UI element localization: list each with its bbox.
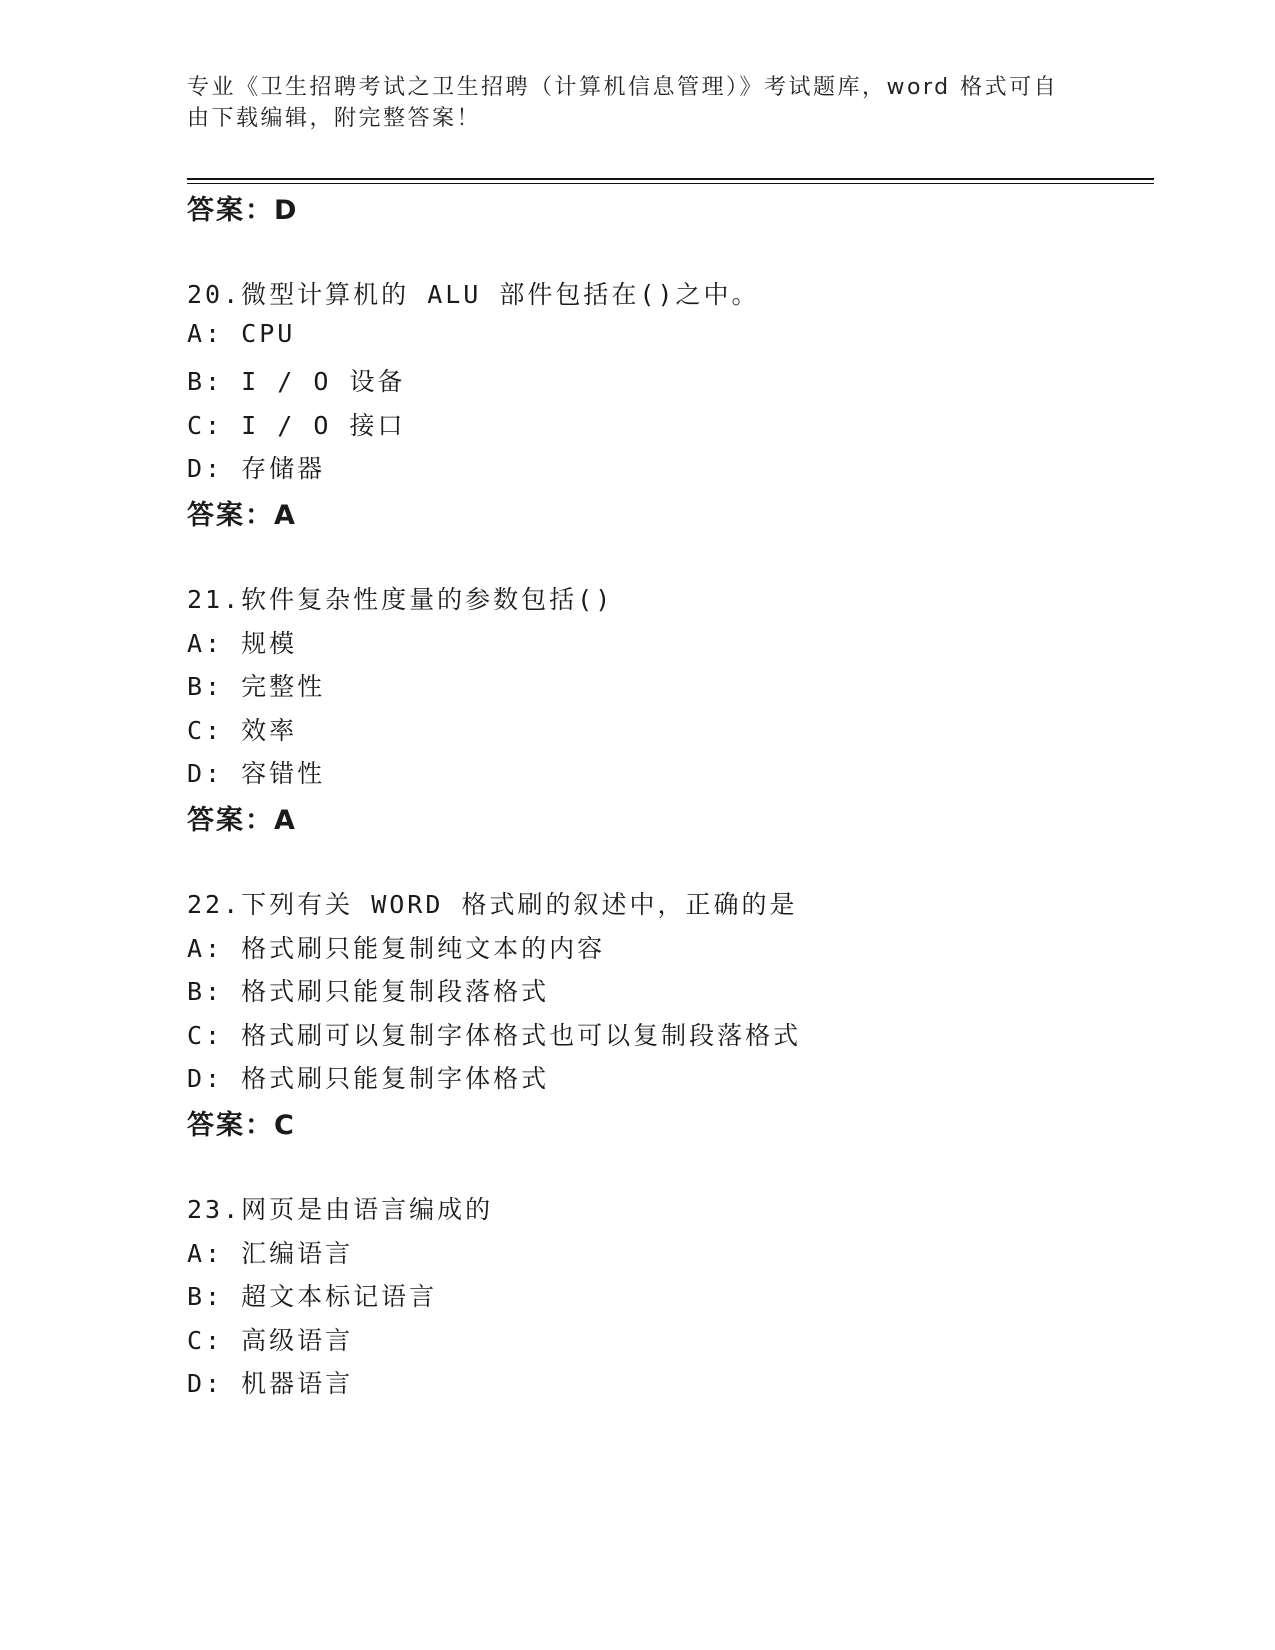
question-23-title: 23.网页是由语言编成的 bbox=[187, 1195, 494, 1224]
question-21-option-c: C: 效率 bbox=[187, 716, 298, 745]
question-23-option-a: A: 汇编语言 bbox=[187, 1239, 354, 1268]
question-22-option-a: A: 格式刷只能复制纯文本的内容 bbox=[187, 934, 606, 963]
question-22-option-c: C: 格式刷可以复制字体格式也可以复制段落格式 bbox=[187, 1021, 802, 1050]
question-20-title: 20.微型计算机的 ALU 部件包括在()之中。 bbox=[187, 280, 760, 309]
question-21-answer: 答案：A bbox=[187, 805, 297, 836]
question-23-option-b: B: 超文本标记语言 bbox=[187, 1282, 438, 1311]
question-23-option-c: C: 高级语言 bbox=[187, 1326, 354, 1355]
question-20-option-b: B: I / O 设备 bbox=[187, 367, 406, 396]
question-20-option-a: A: CPU bbox=[187, 319, 296, 348]
previous-answer: 答案：D bbox=[187, 195, 299, 226]
header-divider-thin bbox=[187, 183, 1154, 184]
question-20-answer: 答案：A bbox=[187, 500, 297, 531]
header-divider-thick bbox=[187, 178, 1154, 180]
question-22-answer: 答案：C bbox=[187, 1110, 296, 1141]
question-21-title: 21.软件复杂性度量的参数包括() bbox=[187, 585, 614, 614]
question-21-option-d: D: 容错性 bbox=[187, 759, 326, 788]
question-20-option-d: D: 存储器 bbox=[187, 454, 326, 483]
question-20-option-c: C: I / O 接口 bbox=[187, 411, 406, 440]
question-21-option-b: B: 完整性 bbox=[187, 672, 326, 701]
question-22-option-b: B: 格式刷只能复制段落格式 bbox=[187, 977, 550, 1006]
header-line-1: 专业《卫生招聘考试之卫生招聘（计算机信息管理）》考试题库，word 格式可自 bbox=[187, 75, 1059, 100]
document-header bbox=[187, 72, 1067, 134]
question-23-option-d: D: 机器语言 bbox=[187, 1369, 354, 1398]
question-22-title: 22.下列有关 WORD 格式刷的叙述中，正确的是 bbox=[187, 890, 798, 919]
question-22-option-d: D: 格式刷只能复制字体格式 bbox=[187, 1064, 550, 1093]
header-line-2: 由下载编辑，附完整答案！ bbox=[187, 106, 482, 131]
question-21-option-a: A: 规模 bbox=[187, 629, 298, 658]
